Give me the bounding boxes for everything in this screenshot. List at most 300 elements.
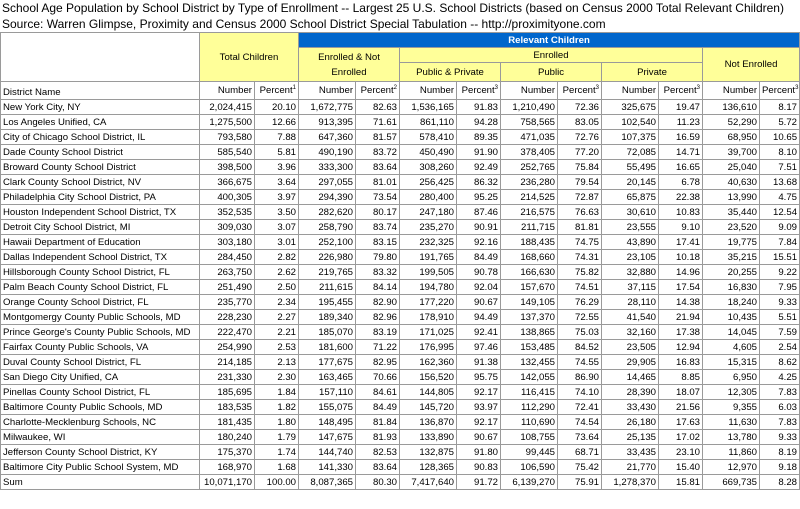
district-name-cell: City of Chicago School District, IL	[1, 130, 200, 145]
table-row	[1, 460, 800, 475]
value-cell: 75.91	[558, 475, 602, 490]
district-name-cell: Houston Independent School District, TX	[1, 205, 200, 220]
value-cell: 87.46	[457, 205, 501, 220]
value-cell: 2.62	[255, 265, 299, 280]
value-cell: 14,045	[703, 325, 760, 340]
value-cell: 112,290	[501, 400, 558, 415]
value-cell: 84.61	[356, 385, 400, 400]
value-cell: 73.64	[558, 430, 602, 445]
value-cell: 68,950	[703, 130, 760, 145]
district-name-cell: Detroit City School District, MI	[1, 220, 200, 235]
value-cell: 8.19	[760, 445, 800, 460]
value-cell: 75.03	[558, 325, 602, 340]
value-cell: 17.54	[659, 280, 703, 295]
value-cell: 177,220	[400, 295, 457, 310]
value-cell: 90.67	[457, 295, 501, 310]
value-cell: 82.53	[356, 445, 400, 460]
value-cell: 398,500	[200, 160, 255, 175]
value-cell: 252,100	[299, 235, 356, 250]
value-cell: 83.15	[356, 235, 400, 250]
value-cell: 153,485	[501, 340, 558, 355]
value-cell: 175,370	[200, 445, 255, 460]
value-cell: 7.51	[760, 160, 800, 175]
value-cell: 235,270	[400, 220, 457, 235]
value-cell: 294,390	[299, 190, 356, 205]
value-cell: 52,290	[703, 115, 760, 130]
value-cell: 12.66	[255, 115, 299, 130]
value-cell: 6.03	[760, 400, 800, 415]
value-cell: 6,139,270	[501, 475, 558, 490]
header-relevant-children: Relevant Children	[299, 33, 800, 48]
table-row	[1, 175, 800, 190]
value-cell: 81.84	[356, 415, 400, 430]
value-cell: 28,390	[602, 385, 659, 400]
table-row	[1, 340, 800, 355]
value-cell: 91.72	[457, 475, 501, 490]
value-cell: 9.33	[760, 295, 800, 310]
value-cell: 89.35	[457, 130, 501, 145]
value-cell: 378,405	[501, 145, 558, 160]
value-cell: 17.38	[659, 325, 703, 340]
value-cell: 585,540	[200, 145, 255, 160]
value-cell: 325,675	[602, 100, 659, 115]
value-cell: 110,690	[501, 415, 558, 430]
value-cell: 84.14	[356, 280, 400, 295]
value-cell: 1.82	[255, 400, 299, 415]
value-cell: 11.23	[659, 115, 703, 130]
value-cell: 81.81	[558, 220, 602, 235]
value-cell: 352,535	[200, 205, 255, 220]
value-cell: 32,160	[602, 325, 659, 340]
value-cell: 12.54	[760, 205, 800, 220]
value-cell: 91.80	[457, 445, 501, 460]
header-blank	[1, 33, 200, 82]
value-cell: 793,580	[200, 130, 255, 145]
value-cell: 72,085	[602, 145, 659, 160]
value-cell: 254,990	[200, 340, 255, 355]
value-cell: 8.17	[760, 100, 800, 115]
value-cell: 40,630	[703, 175, 760, 190]
value-cell: 578,410	[400, 130, 457, 145]
header-enrolled: Enrolled	[400, 48, 703, 63]
value-cell: 12.94	[659, 340, 703, 355]
value-cell: 1.79	[255, 430, 299, 445]
value-cell: 18,240	[703, 295, 760, 310]
table-row	[1, 100, 800, 115]
value-cell: 136,870	[400, 415, 457, 430]
value-cell: 83.32	[356, 265, 400, 280]
value-cell: 183,535	[200, 400, 255, 415]
value-cell: 1,672,775	[299, 100, 356, 115]
value-cell: 91.38	[457, 355, 501, 370]
value-cell: 214,185	[200, 355, 255, 370]
value-cell: 133,890	[400, 430, 457, 445]
value-cell: 178,910	[400, 310, 457, 325]
value-cell: 263,750	[200, 265, 255, 280]
district-name-cell: Prince George's County Public Schools, MD	[1, 325, 200, 340]
value-cell: 3.01	[255, 235, 299, 250]
value-cell: 2,024,415	[200, 100, 255, 115]
value-cell: 758,565	[501, 115, 558, 130]
value-cell: 13,780	[703, 430, 760, 445]
value-cell: 7.83	[760, 385, 800, 400]
district-name-cell: Charlotte-Mecklenburg Schools, NC	[1, 415, 200, 430]
value-cell: 79.80	[356, 250, 400, 265]
value-cell: 297,055	[299, 175, 356, 190]
value-cell: 83.64	[356, 460, 400, 475]
header-enrolled-not-enrolled: Enrolled & Not Enrolled	[299, 48, 400, 82]
value-cell: 3.50	[255, 205, 299, 220]
header-district-name: District Name	[1, 82, 200, 100]
header-number: Number	[299, 82, 356, 100]
value-cell: 1.80	[255, 415, 299, 430]
value-cell: 211,715	[501, 220, 558, 235]
value-cell: 148,495	[299, 415, 356, 430]
value-cell: 92.17	[457, 415, 501, 430]
value-cell: 100.00	[255, 475, 299, 490]
table-row	[1, 325, 800, 340]
value-cell: 83.64	[356, 160, 400, 175]
value-cell: 15.81	[659, 475, 703, 490]
header-percent: Percent$^3$	[457, 82, 501, 100]
value-cell: 80.30	[356, 475, 400, 490]
value-cell: 132,455	[501, 355, 558, 370]
value-cell: 258,790	[299, 220, 356, 235]
value-cell: 14.71	[659, 145, 703, 160]
value-cell: 82.63	[356, 100, 400, 115]
district-name-cell: San Diego City Unified, CA	[1, 370, 200, 385]
value-cell: 107,375	[602, 130, 659, 145]
value-cell: 157,670	[501, 280, 558, 295]
value-cell: 303,180	[200, 235, 255, 250]
value-cell: 92.17	[457, 385, 501, 400]
value-cell: 308,260	[400, 160, 457, 175]
value-cell: 39,700	[703, 145, 760, 160]
value-cell: 83.19	[356, 325, 400, 340]
value-cell: 41,540	[602, 310, 659, 325]
district-name-cell: Palm Beach County School District, FL	[1, 280, 200, 295]
value-cell: 236,280	[501, 175, 558, 190]
header-percent: Percent$^1$	[255, 82, 299, 100]
table-row	[1, 250, 800, 265]
value-cell: 80.17	[356, 205, 400, 220]
value-cell: 214,525	[501, 190, 558, 205]
value-cell: 30,610	[602, 205, 659, 220]
value-cell: 81.01	[356, 175, 400, 190]
table-row	[1, 475, 800, 490]
value-cell: 155,075	[299, 400, 356, 415]
district-name-cell: Hawaii Department of Education	[1, 235, 200, 250]
table-row	[1, 280, 800, 295]
district-name-cell: Fairfax County Public Schools, VA	[1, 340, 200, 355]
value-cell: 2.21	[255, 325, 299, 340]
value-cell: 7.59	[760, 325, 800, 340]
value-cell: 17.02	[659, 430, 703, 445]
value-cell: 1.68	[255, 460, 299, 475]
value-cell: 2.13	[255, 355, 299, 370]
header-public: Public	[501, 63, 602, 82]
value-cell: 9,355	[703, 400, 760, 415]
value-cell: 18.07	[659, 385, 703, 400]
value-cell: 75.84	[558, 160, 602, 175]
table-row	[1, 235, 800, 250]
value-cell: 75.82	[558, 265, 602, 280]
district-name-cell: Duval County School District, FL	[1, 355, 200, 370]
value-cell: 14.38	[659, 295, 703, 310]
value-cell: 2.30	[255, 370, 299, 385]
header-number: Number	[200, 82, 255, 100]
value-cell: 7.84	[760, 235, 800, 250]
value-cell: 32,880	[602, 265, 659, 280]
value-cell: 166,630	[501, 265, 558, 280]
table-row	[1, 385, 800, 400]
value-cell: 6.78	[659, 175, 703, 190]
table-row	[1, 130, 800, 145]
value-cell: 195,455	[299, 295, 356, 310]
value-cell: 35,440	[703, 205, 760, 220]
value-cell: 5.51	[760, 310, 800, 325]
district-name-cell: Los Angeles Unified, CA	[1, 115, 200, 130]
value-cell: 490,190	[299, 145, 356, 160]
value-cell: 84.52	[558, 340, 602, 355]
value-cell: 71.22	[356, 340, 400, 355]
header-number: Number	[703, 82, 760, 100]
value-cell: 284,450	[200, 250, 255, 265]
value-cell: 90.91	[457, 220, 501, 235]
value-cell: 142,055	[501, 370, 558, 385]
value-cell: 17.63	[659, 415, 703, 430]
value-cell: 2.27	[255, 310, 299, 325]
value-cell: 10.83	[659, 205, 703, 220]
header-not-enrolled: Not Enrolled	[703, 48, 800, 82]
district-name-cell: Milwaukee, WI	[1, 430, 200, 445]
value-cell: 29,905	[602, 355, 659, 370]
value-cell: 913,395	[299, 115, 356, 130]
value-cell: 145,720	[400, 400, 457, 415]
table-row	[1, 415, 800, 430]
value-cell: 171,025	[400, 325, 457, 340]
value-cell: 68.71	[558, 445, 602, 460]
table-row	[1, 370, 800, 385]
value-cell: 3.97	[255, 190, 299, 205]
table-row	[1, 145, 800, 160]
value-cell: 12,305	[703, 385, 760, 400]
value-cell: 216,575	[501, 205, 558, 220]
value-cell: 471,035	[501, 130, 558, 145]
value-cell: 199,505	[400, 265, 457, 280]
value-cell: 74.55	[558, 355, 602, 370]
value-cell: 25,040	[703, 160, 760, 175]
header-total-children: Total Children	[200, 33, 299, 82]
value-cell: 4.75	[760, 190, 800, 205]
value-cell: 1.84	[255, 385, 299, 400]
district-name-cell: Sum	[1, 475, 200, 490]
district-name-cell: Baltimore County Public Schools, MD	[1, 400, 200, 415]
district-name-cell: Pinellas County School District, FL	[1, 385, 200, 400]
value-cell: 10.18	[659, 250, 703, 265]
value-cell: 366,675	[200, 175, 255, 190]
value-cell: 90.67	[457, 430, 501, 445]
value-cell: 128,365	[400, 460, 457, 475]
value-cell: 11,860	[703, 445, 760, 460]
value-cell: 7,417,640	[400, 475, 457, 490]
header-number: Number	[501, 82, 558, 100]
value-cell: 136,610	[703, 100, 760, 115]
value-cell: 16,830	[703, 280, 760, 295]
district-name-cell: Jefferson County School District, KY	[1, 445, 200, 460]
value-cell: 13.68	[760, 175, 800, 190]
header-percent: Percent$^3$	[760, 82, 800, 100]
value-cell: 23,555	[602, 220, 659, 235]
value-cell: 168,660	[501, 250, 558, 265]
value-cell: 90.78	[457, 265, 501, 280]
table-row	[1, 160, 800, 175]
value-cell: 235,770	[200, 295, 255, 310]
value-cell: 76.29	[558, 295, 602, 310]
value-cell: 21.94	[659, 310, 703, 325]
value-cell: 189,340	[299, 310, 356, 325]
value-cell: 226,980	[299, 250, 356, 265]
value-cell: 280,400	[400, 190, 457, 205]
value-cell: 83.74	[356, 220, 400, 235]
header-percent: Percent$^3$	[558, 82, 602, 100]
value-cell: 282,620	[299, 205, 356, 220]
district-name-cell: Broward County School District	[1, 160, 200, 175]
table-row	[1, 400, 800, 415]
value-cell: 156,520	[400, 370, 457, 385]
value-cell: 247,180	[400, 205, 457, 220]
value-cell: 91.90	[457, 145, 501, 160]
value-cell: 163,465	[299, 370, 356, 385]
value-cell: 162,360	[400, 355, 457, 370]
value-cell: 20.10	[255, 100, 299, 115]
table-row	[1, 430, 800, 445]
value-cell: 14.96	[659, 265, 703, 280]
district-name-cell: Hillsborough County School District, FL	[1, 265, 200, 280]
value-cell: 149,105	[501, 295, 558, 310]
value-cell: 157,110	[299, 385, 356, 400]
value-cell: 138,865	[501, 325, 558, 340]
value-cell: 3.64	[255, 175, 299, 190]
value-cell: 86.32	[457, 175, 501, 190]
value-cell: 185,695	[200, 385, 255, 400]
value-cell: 132,875	[400, 445, 457, 460]
value-cell: 177,675	[299, 355, 356, 370]
value-cell: 7.88	[255, 130, 299, 145]
value-cell: 17.41	[659, 235, 703, 250]
value-cell: 1,210,490	[501, 100, 558, 115]
value-cell: 10,071,170	[200, 475, 255, 490]
header-percent: Percent$^3$	[659, 82, 703, 100]
value-cell: 9.18	[760, 460, 800, 475]
value-cell: 43,890	[602, 235, 659, 250]
value-cell: 72.36	[558, 100, 602, 115]
header-number: Number	[602, 82, 659, 100]
value-cell: 333,300	[299, 160, 356, 175]
value-cell: 147,675	[299, 430, 356, 445]
value-cell: 106,590	[501, 460, 558, 475]
value-cell: 97.46	[457, 340, 501, 355]
value-cell: 99,445	[501, 445, 558, 460]
value-cell: 222,470	[200, 325, 255, 340]
value-cell: 70.66	[356, 370, 400, 385]
page-title: School Age Population by School District by Type of Enrollment -- Largest 25 U.S. School Districts (based on Census 2000 Total Relevant Children)	[2, 1, 784, 15]
table-row	[1, 445, 800, 460]
value-cell: 1,275,500	[200, 115, 255, 130]
value-cell: 10.65	[760, 130, 800, 145]
value-cell: 74.10	[558, 385, 602, 400]
value-cell: 95.75	[457, 370, 501, 385]
value-cell: 144,805	[400, 385, 457, 400]
header-private: Private	[602, 63, 703, 82]
value-cell: 81.93	[356, 430, 400, 445]
header-number: Number	[400, 82, 457, 100]
value-cell: 76.63	[558, 205, 602, 220]
value-cell: 74.75	[558, 235, 602, 250]
value-cell: 21.56	[659, 400, 703, 415]
value-cell: 94.28	[457, 115, 501, 130]
value-cell: 72.55	[558, 310, 602, 325]
value-cell: 21,770	[602, 460, 659, 475]
value-cell: 35,215	[703, 250, 760, 265]
value-cell: 2.82	[255, 250, 299, 265]
value-cell: 861,110	[400, 115, 457, 130]
value-cell: 82.90	[356, 295, 400, 310]
value-cell: 181,600	[299, 340, 356, 355]
value-cell: 16.65	[659, 160, 703, 175]
value-cell: 16.83	[659, 355, 703, 370]
value-cell: 55,495	[602, 160, 659, 175]
table-row	[1, 205, 800, 220]
value-cell: 16.59	[659, 130, 703, 145]
data-table	[0, 32, 800, 490]
value-cell: 176,995	[400, 340, 457, 355]
value-cell: 83.72	[356, 145, 400, 160]
value-cell: 33,430	[602, 400, 659, 415]
value-cell: 256,425	[400, 175, 457, 190]
value-cell: 13,990	[703, 190, 760, 205]
value-cell: 26,180	[602, 415, 659, 430]
value-cell: 194,780	[400, 280, 457, 295]
value-cell: 19.47	[659, 100, 703, 115]
header-public-private: Public & Private	[400, 63, 501, 82]
value-cell: 23.10	[659, 445, 703, 460]
value-cell: 669,735	[703, 475, 760, 490]
table-row	[1, 265, 800, 280]
value-cell: 1.74	[255, 445, 299, 460]
value-cell: 2.50	[255, 280, 299, 295]
value-cell: 37,115	[602, 280, 659, 295]
value-cell: 102,540	[602, 115, 659, 130]
value-cell: 83.05	[558, 115, 602, 130]
table-row	[1, 190, 800, 205]
value-cell: 20,145	[602, 175, 659, 190]
value-cell: 20,255	[703, 265, 760, 280]
value-cell: 92.04	[457, 280, 501, 295]
value-cell: 9.10	[659, 220, 703, 235]
value-cell: 8,087,365	[299, 475, 356, 490]
value-cell: 81.57	[356, 130, 400, 145]
value-cell: 2.34	[255, 295, 299, 310]
value-cell: 3.07	[255, 220, 299, 235]
value-cell: 73.54	[356, 190, 400, 205]
value-cell: 11,630	[703, 415, 760, 430]
table-row	[1, 295, 800, 310]
value-cell: 5.72	[760, 115, 800, 130]
value-cell: 7.83	[760, 415, 800, 430]
value-cell: 75.42	[558, 460, 602, 475]
value-cell: 74.54	[558, 415, 602, 430]
